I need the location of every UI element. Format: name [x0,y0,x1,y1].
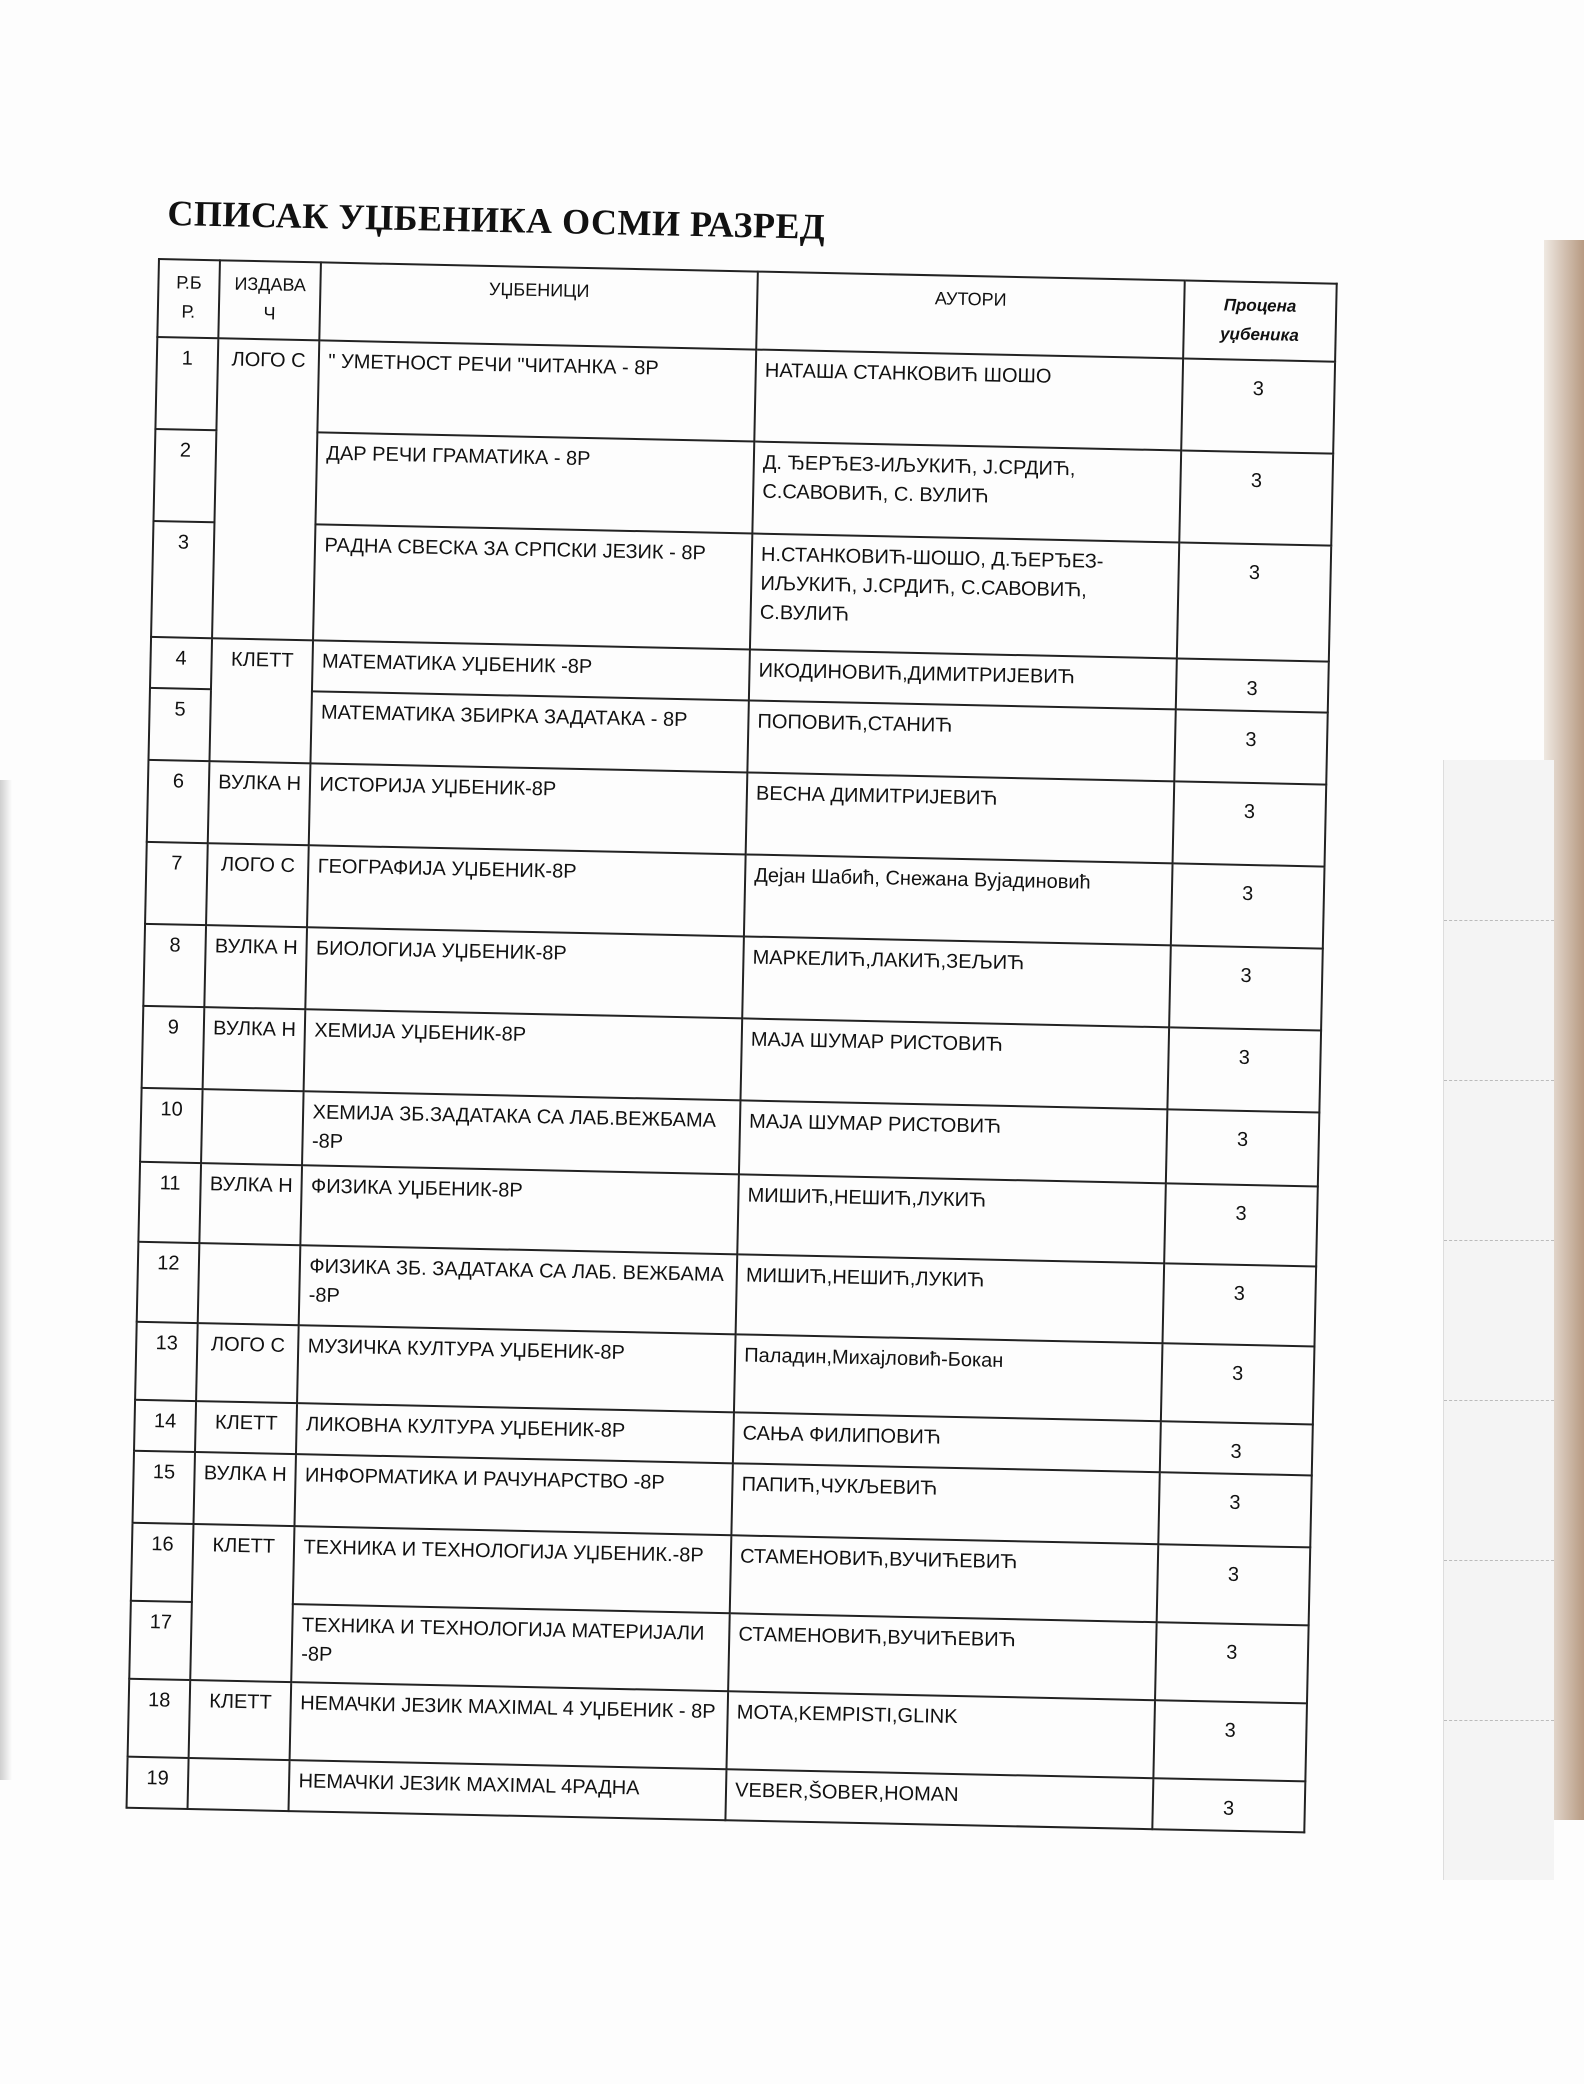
cell-no: 7 [145,842,208,925]
cell-no: 19 [127,1757,189,1809]
cell-estimate: 3 [1169,945,1323,1030]
cell-textbook: ЛИКОВНА КУЛТУРА УЏБЕНИК-8Р [296,1403,734,1463]
cell-publisher: КЛЕТТ [189,1680,292,1760]
cell-authors: МАРКЕЛИЋ,ЛАКИЋ,ЗЕЉИЋ [742,936,1170,1027]
cell-estimate: 3 [1161,1343,1315,1424]
cell-no: 10 [140,1088,202,1163]
cell-authors: ПАПИЋ,ЧУКЉЕВИЋ [732,1463,1160,1544]
cell-textbook: ДАР РЕЧИ ГРАМАТИКА - 8Р [316,432,755,533]
header-no: Р.Б Р. [157,259,220,338]
header-estimate: Процена уџбеника [1183,281,1337,362]
cell-estimate: 3 [1159,1421,1312,1475]
cell-authors: МИШИЋ,НЕШИЋ,ЛУКИЋ [736,1254,1164,1343]
cell-textbook: МУЗИЧКА КУЛТУРА УЏБЕНИК-8Р [298,1325,736,1412]
cell-publisher: ВУЛКА Н [199,1163,302,1245]
cell-publisher [201,1089,304,1165]
cell-estimate: 3 [1152,1778,1305,1832]
stacked-paper-edge [1443,760,1554,1880]
header-authors: АУТОРИ [756,272,1184,359]
cell-authors: MOTA,KEMPISTI,GLINK [727,1691,1155,1778]
cell-publisher: КЛЕТТ [190,1524,295,1682]
cell-no: 14 [134,1400,196,1452]
cell-estimate: 3 [1155,1622,1309,1703]
cell-estimate: 3 [1153,1700,1307,1781]
cell-estimate: 3 [1158,1472,1312,1547]
cell-textbook: ХЕМИЈА ЗБ.ЗАДАТАКА СА ЛАБ.ВЕЖБАМА -8Р [303,1091,741,1174]
cell-textbook: НЕМАЧКИ ЈЕЗИК MAXIMAL 4 УЏБЕНИК - 8Р [290,1682,728,1769]
cell-textbook: ТЕХНИКА И ТЕХНОЛОГИЈА УЏБЕНИК.-8Р [293,1526,731,1613]
cell-authors: Паладин,Михајловић-Бокан [734,1334,1162,1421]
cell-no: 6 [147,760,210,843]
cell-no: 13 [135,1322,198,1401]
cell-publisher [198,1243,301,1325]
cell-publisher: КЛЕТТ [209,638,313,763]
cell-publisher: ВУЛКА Н [193,1452,296,1526]
cell-textbook: ГЕОГРАФИЈА УЏБЕНИК-8Р [307,845,745,936]
cell-estimate: 3 [1164,1183,1318,1266]
cell-estimate: 3 [1181,358,1335,453]
cell-estimate: 3 [1167,1027,1321,1112]
cell-authors: Д. ЂЕРЂЕЗ-ИЉУКИЋ, Ј.СРДИЋ, С.САВОВИЋ, С. ВУЛИЋ [753,442,1181,543]
cell-publisher: ВУЛКА Н [203,1007,306,1091]
cell-publisher: ЛОГО С [196,1323,299,1403]
cell-authors: Дејан Шабић, Снежана Вујадиновић [744,854,1172,945]
cell-no: 4 [150,637,212,689]
cell-textbook: БИОЛОГИЈА УЏБЕНИК-8Р [306,927,744,1018]
cell-textbook: ТЕХНИКА И ТЕХНОЛОГИЈА МАТЕРИЈАЛИ -8Р [292,1604,730,1691]
cell-textbook: РАДНА СВЕСКА ЗА СРПСКИ ЈЕЗИК - 8Р [313,524,752,649]
cell-textbook: ИСТОРИЈА УЏБЕНИК-8Р [309,763,747,854]
cell-no: 1 [155,337,218,430]
cell-authors: МАЈА ШУМАР РИСТОВИЋ [739,1100,1167,1183]
cell-textbook: МАТЕМАТИКА ЗБИРКА ЗАДАТАКА - 8Р [311,691,749,772]
cell-no: 12 [137,1242,200,1323]
cell-estimate: 3 [1170,863,1324,948]
cell-publisher: ЛОГО С [212,338,320,640]
cell-authors: СТАМЕНОВИЋ,ВУЧИЋЕВИЋ [728,1613,1156,1700]
cell-authors: САЊА ФИЛИПОВИЋ [733,1412,1160,1472]
cell-textbook: НЕМАЧКИ ЈЕЗИК MAXIMAL 4РАДНА [289,1760,727,1820]
cell-no: 9 [142,1006,205,1089]
cell-authors: VEBER,ŠOBER,HOMAN [726,1769,1153,1829]
cell-estimate: 3 [1176,542,1331,661]
cell-textbook: ФИЗИКА УЏБЕНИК-8Р [301,1165,739,1254]
cell-publisher: ЛОГО С [206,843,309,927]
cell-estimate: 3 [1156,1544,1310,1625]
cell-no: 2 [153,429,216,522]
cell-estimate: 3 [1162,1263,1316,1346]
cell-authors: СТАМЕНОВИЋ,ВУЧИЋЕВИЋ [730,1535,1158,1622]
cell-authors: ИКОДИНОВИЋ,ДИМИТРИЈЕВИЋ [749,649,1176,709]
page-title: СПИСАК УЏБЕНИКА ОСМИ РАЗРЕД [167,192,826,247]
cell-publisher: ВУЛКА Н [204,925,307,1009]
cell-publisher: ВУЛКА Н [208,761,311,845]
cell-estimate: 3 [1165,1109,1319,1186]
cell-textbook: " УМЕТНОСТ РЕЧИ "ЧИТАНКА - 8Р [318,340,757,441]
cell-authors: НАТАША СТАНКОВИЋ ШОШО [754,350,1182,451]
header-publisher: ИЗДАВА Ч [218,260,321,340]
cell-no: 3 [151,521,214,638]
cell-publisher: КЛЕТТ [195,1401,298,1454]
cell-no: 15 [133,1451,195,1524]
cell-textbook: МАТЕМАТИКА УЏБЕНИК -8Р [312,640,750,700]
cell-authors: Н.СТАНКОВИЋ-ШОШО, Д.ЂЕРЂЕЗ-ИЉУКИЋ, Ј.СРДИЋ, С.САВОВИЋ, С.ВУЛИЋ [750,534,1179,659]
cell-textbook: ФИЗИКА ЗБ. ЗАДАТАКА СА ЛАБ. ВЕЖБАМА -8Р [299,1245,737,1334]
cell-authors: ПОПОВИЋ,СТАНИЋ [747,700,1175,781]
header-textbook: УЏБЕНИЦИ [320,262,758,349]
cell-no: 16 [131,1523,194,1602]
cell-authors: ВЕСНА ДИМИТРИЈЕВИЋ [746,772,1174,863]
textbook-table-wrap [126,258,1338,1833]
cell-no: 18 [128,1679,191,1758]
cell-no: 8 [143,924,206,1007]
cell-estimate: 3 [1175,658,1328,712]
cell-no: 17 [129,1601,192,1680]
cell-textbook: ИНФОРМАТИКА И РАЧУНАРСТВО -8Р [295,1454,733,1535]
textbook-table [126,258,1338,1833]
cell-textbook: ХЕМИЈА УЏБЕНИК-8Р [304,1009,742,1100]
left-page-shadow [0,780,12,1780]
cell-authors: МИШИЋ,НЕШИЋ,ЛУКИЋ [737,1174,1165,1263]
cell-authors: МАЈА ШУМАР РИСТОВИЋ [741,1018,1169,1109]
cell-no: 11 [138,1162,201,1243]
cell-estimate: 3 [1179,450,1333,545]
cell-estimate: 3 [1174,709,1328,784]
cell-publisher [187,1758,290,1811]
cell-estimate: 3 [1172,781,1326,866]
cell-no: 5 [148,688,210,761]
